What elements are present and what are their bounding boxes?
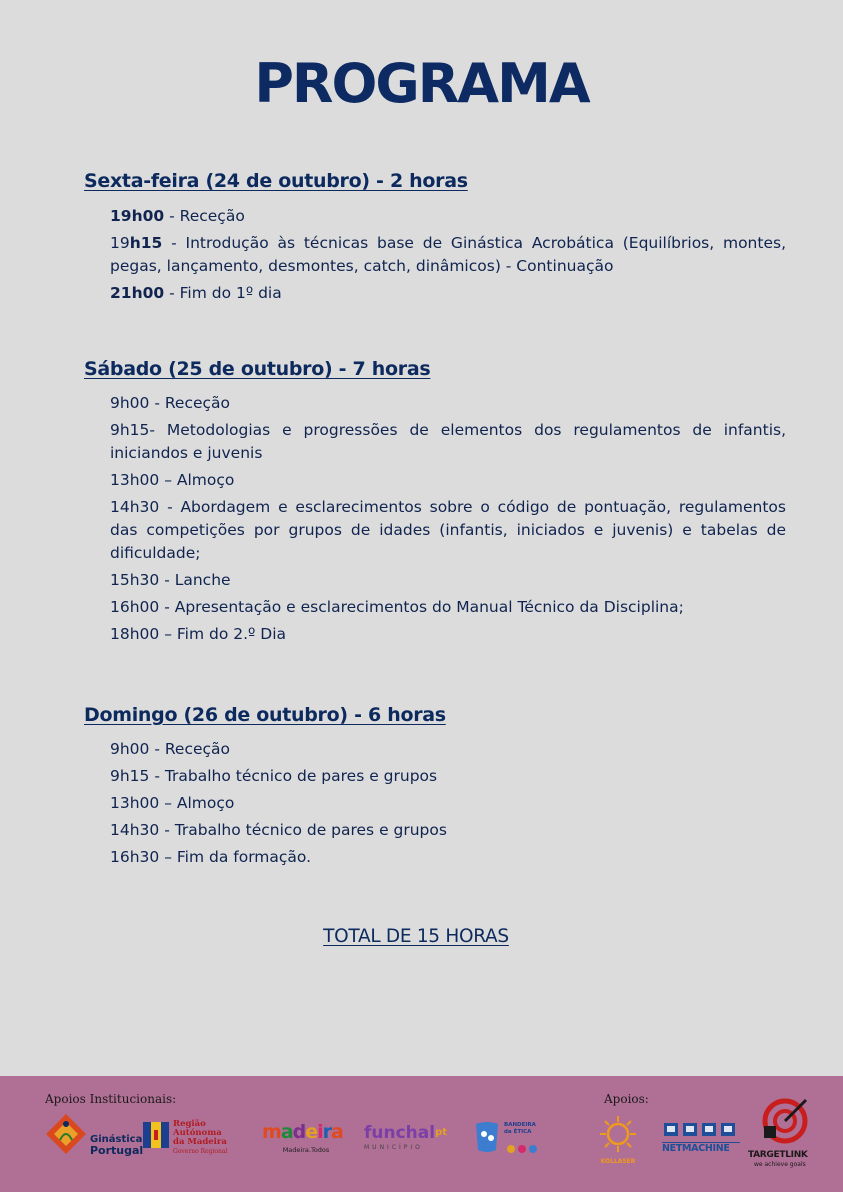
madeira-flag-icon [143,1120,169,1150]
schedule-item: 14h30 - Abordagem e esclarecimentos sobre o código de pontuação, regulamentos das competições por grupos de idades (infantis, iniciados e juvenis) e tabelas de dificuldade; [110,498,786,562]
schedule-item: 9h00 - Receção [110,740,231,758]
madeira-region-line2: da Madeira [173,1137,227,1147]
netmachine-word: NETMACHINE [662,1142,740,1154]
page-title: PROGRAMA [254,52,589,115]
kollaser-word: KOLLASER [600,1158,636,1165]
institutional-label: Apoios Institucionais: [45,1092,177,1106]
total-hours: TOTAL DE 15 HORAS [323,926,509,947]
sponsor-footer [0,1076,843,1192]
ginastica-line1: Ginástica [90,1134,143,1145]
schedule-item: 16h30 – Fim da formação. [110,848,312,866]
madeira-region-logo [143,1120,253,1154]
schedule-item: 16h00 - Apresentação e esclarecimentos do Manual Técnico da Disciplina; [110,598,684,616]
funchal-word: funchal [364,1123,436,1143]
item-time: 21h00 [110,284,165,302]
schedule-item: 15h30 - Lanche [110,571,231,589]
schedule-item: 13h00 – Almoço [110,794,235,812]
schedule-item: 13h00 – Almoço [110,471,235,489]
section-saturday [84,358,786,650]
support-label: Apoios: [604,1092,649,1106]
ginastica-line2: Portugal [90,1144,144,1157]
funchal-suffix: pt [435,1127,448,1138]
bandeira-emblem-icon [472,1120,502,1154]
bandeira-line2: da ÉTICA [504,1129,532,1135]
kollaser-sun-icon [592,1114,644,1154]
schedule-item [110,282,786,305]
netmachine-logo [662,1122,740,1156]
targetlink-tagline: we achieve goals [754,1161,806,1168]
bandeira-etica-logo [472,1120,548,1160]
bandeira-dots-icon [506,1142,542,1156]
section-friday [84,170,786,309]
bandeira-line1: BANDEIRA [504,1122,536,1128]
item-text: - Fim do 1º dia [164,284,282,302]
funchal-sub: MUNICÍPIO [364,1144,423,1151]
section-heading: Sexta-feira (24 de outubro) - 2 horas [84,170,468,192]
targetlink-logo [748,1096,828,1174]
schedule-item [110,205,786,228]
targetlink-word: TARGETLINK [748,1150,808,1160]
item-text: - Introdução às técnicas base de Ginástica Acrobática (Equilíbrios, montes, pegas, lançamento, desmontes, catch, dinâmicos) - Continuação [110,234,786,275]
item-text: - Receção [164,207,245,225]
schedule-item: 9h15- Metodologias e progressões de elementos dos regulamentos de infantis, iniciandos e juvenis [110,421,786,462]
madeira-brand-tagline: Madeira.Todos [282,1146,330,1154]
section-heading: Sábado (25 de outubro) - 7 horas [84,358,431,380]
schedule-item: 9h00 - Receção [110,394,231,412]
section-sunday [84,704,786,873]
madeira-region-line3: Governo Regional [173,1148,228,1155]
funchal-logo [364,1124,460,1156]
schedule-item: 9h15 - Trabalho técnico de pares e grupos [110,767,438,785]
schedule-item: 14h30 - Trabalho técnico de pares e grupos [110,821,447,839]
section-heading: Domingo (26 de outubro) - 6 horas [84,704,446,726]
schedule-item: 18h00 – Fim do 2.º Dia [110,625,287,643]
madeira-brand-logo: madeira Madeira.Todos [262,1122,350,1162]
netmachine-boxes-icon [662,1122,738,1138]
item-time: h15 [129,234,163,252]
schedule-item [110,232,786,278]
item-time: 19h00 [110,207,165,225]
targetlink-target-icon [760,1096,810,1146]
madeira-region-line1: Região Autónoma [173,1119,222,1138]
kollaser-logo [592,1114,644,1166]
item-time-prefix: 19 [110,234,130,252]
ginastica-portugal-logo [44,1110,144,1160]
